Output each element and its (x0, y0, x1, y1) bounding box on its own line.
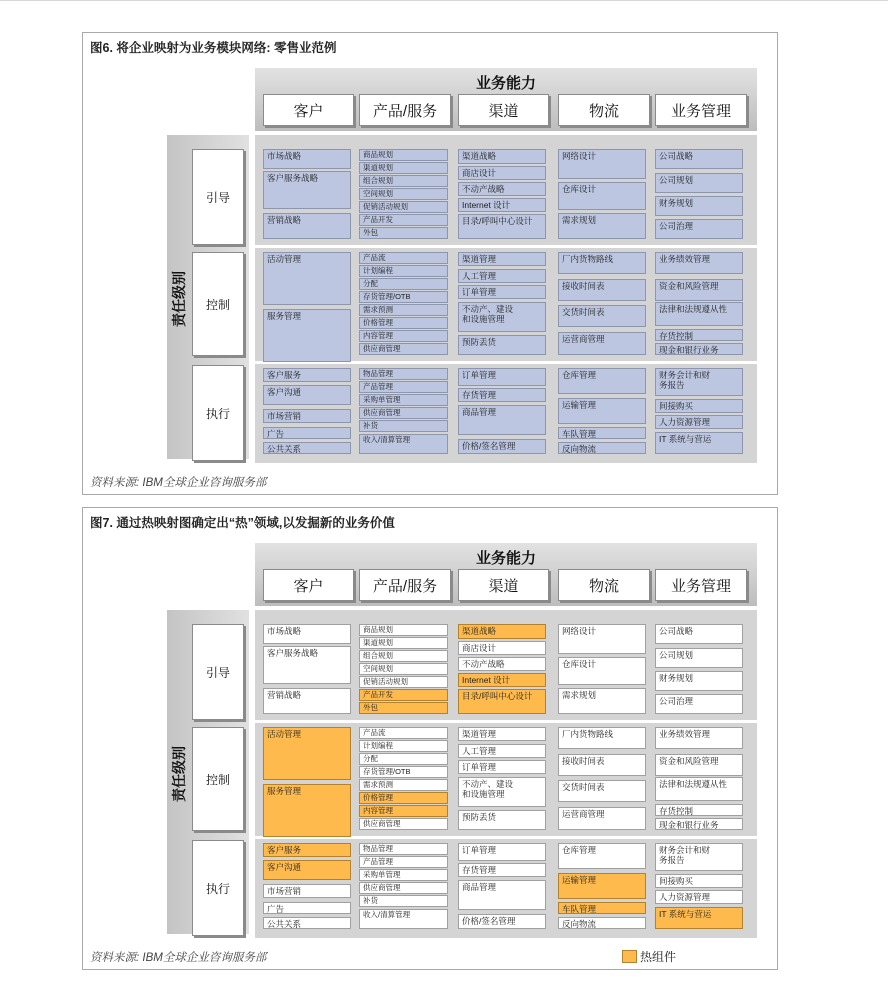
capability-cell: 产品流 (359, 727, 448, 739)
capability-cell: 存货管理 (458, 863, 546, 877)
capability-cell: 运营商管理 (558, 807, 646, 830)
level-control: 控制 (192, 252, 244, 356)
capability-cell: 空间规划 (359, 663, 448, 675)
capability-cell: 采购单管理 (359, 869, 448, 881)
capability-cell: 存货控制 (655, 804, 743, 816)
capability-cell: 商品管理 (458, 405, 546, 435)
capability-cell-hot: 目录/呼叫中心设计 (458, 689, 546, 714)
level-guide: 引导 (192, 149, 244, 245)
capability-cell: 法律和法规遵从性 (655, 777, 743, 801)
capability-cell: 公共关系 (263, 442, 351, 454)
capability-cell: 资金和风险管理 (655, 279, 743, 301)
page-top-rule (0, 0, 888, 1)
capability-cell: 价格管理 (359, 317, 448, 329)
capability-cell: 厂内货物路线 (558, 727, 646, 749)
capability-cell: 间接购买 (655, 874, 743, 888)
capability-cell: 客户服务战略 (263, 646, 351, 684)
capability-cell: 人力资源管理 (655, 890, 743, 904)
capability-cell: 法律和法规遵从性 (655, 302, 743, 326)
capability-cell: 渠道规划 (359, 637, 448, 649)
capability-cell: 现金和银行业务 (655, 343, 743, 355)
capability-cell: 渠道管理 (458, 252, 546, 266)
capability-cell: 财务会计和财 务报告 (655, 368, 743, 396)
capability-cell: 需求预测 (359, 779, 448, 791)
capability-cell: 不动产、建设 和设施管理 (458, 302, 546, 332)
figure-6 (82, 32, 778, 495)
hot-component-legend-swatch (622, 950, 637, 963)
column-header-customer: 客户 (263, 94, 354, 126)
capability-cell: 收入/清算管理 (359, 434, 448, 454)
capability-cell: 补货 (359, 420, 448, 432)
capability-cell: 组合规划 (359, 650, 448, 662)
capability-cell: 业务绩效管理 (655, 252, 743, 274)
capability-cell: 营销战略 (263, 688, 351, 714)
capability-cell-hot: 活动管理 (263, 727, 351, 780)
source-note: 资料来源: IBM全球企业咨询服务部 (90, 952, 267, 964)
capability-cell: 价格/签名管理 (458, 914, 546, 929)
capability-cell: 市场战略 (263, 149, 351, 169)
capability-cell: 市场营销 (263, 884, 351, 898)
capability-cell: 市场战略 (263, 624, 351, 644)
column-header-business-management: 业务管理 (655, 94, 747, 126)
source-note: 资料来源: IBM全球企业咨询服务部 (90, 477, 267, 489)
capability-cell: 公共关系 (263, 917, 351, 929)
capability-cell: 采购单管理 (359, 394, 448, 406)
figure-title: 图7. 通过热映射图确定出“热”领域,以发掘新的业务价值 (90, 516, 395, 530)
capability-cell: 商店设计 (458, 166, 546, 180)
capability-cell: 营销战略 (263, 213, 351, 239)
capability-cell: 交货时间表 (558, 305, 646, 327)
capability-cell: 预防丢货 (458, 335, 546, 355)
capability-cell: 不动产、建设 和设施管理 (458, 777, 546, 807)
capability-cell: 组合规划 (359, 175, 448, 187)
capability-cell: 分配 (359, 753, 448, 765)
capability-cell-hot: 产品开发 (359, 689, 448, 701)
capability-cell: 产品管理 (359, 381, 448, 393)
capability-cell: 产品开发 (359, 214, 448, 226)
capability-cell: 业务绩效管理 (655, 727, 743, 749)
capability-cell: 财务规划 (655, 196, 743, 216)
level-guide: 引导 (192, 624, 244, 720)
capability-cell: 预防丢货 (458, 810, 546, 830)
capability-cell: 供应商管理 (359, 343, 448, 355)
responsibility-level-label: 责任级别 (171, 271, 187, 327)
figure-title: 图6. 将企业映射为业务模块网络: 零售业范例 (90, 41, 337, 55)
capability-cell: 广告 (263, 902, 351, 914)
capability-cell-hot: Internet 设计 (458, 673, 546, 687)
capability-cell: 存货控制 (655, 329, 743, 341)
column-header-channel: 渠道 (458, 94, 549, 126)
capability-cell-hot: 客户沟通 (263, 860, 351, 880)
capability-cell: 需求预测 (359, 304, 448, 316)
capability-cell: 补货 (359, 895, 448, 907)
capability-cell: IT 系统与营运 (655, 432, 743, 454)
capability-cell: 物品管理 (359, 368, 448, 380)
level-control: 控制 (192, 727, 244, 831)
capability-cell-hot: 客户服务 (263, 843, 351, 857)
capability-cell: 公司规划 (655, 173, 743, 193)
capability-cell: 市场营销 (263, 409, 351, 423)
capability-cell-hot: 运输管理 (558, 873, 646, 899)
capability-cell: 产品管理 (359, 856, 448, 868)
capability-cell: 公司战略 (655, 624, 743, 644)
capability-cell: 促销活动规划 (359, 201, 448, 213)
responsibility-level-label: 责任级别 (171, 746, 187, 802)
capability-cell: 仓库管理 (558, 368, 646, 394)
capability-cell: 商品规划 (359, 624, 448, 636)
level-execute: 执行 (192, 840, 244, 936)
capability-cell: 计划编程 (359, 740, 448, 752)
capability-cell: Internet 设计 (458, 198, 546, 212)
capability-cell: 公司治理 (655, 694, 743, 714)
capability-cell: 存货管理 (458, 388, 546, 402)
capability-cell: 车队管理 (558, 427, 646, 439)
capability-cell: 财务会计和财 务报告 (655, 843, 743, 871)
capability-cell: 厂内货物路线 (558, 252, 646, 274)
capability-cell: 商品规划 (359, 149, 448, 161)
capability-cell: 仓库设计 (558, 182, 646, 210)
capability-cell-hot: 价格管理 (359, 792, 448, 804)
capability-cell: 促销活动规划 (359, 676, 448, 688)
capability-cell: 价格/签名管理 (458, 439, 546, 454)
capability-cell: 反向物流 (558, 442, 646, 454)
capability-cell: 网络设计 (558, 149, 646, 179)
capability-cell: 反向物流 (558, 917, 646, 929)
capability-cell-hot: 外包 (359, 702, 448, 714)
capability-cell: 公司治理 (655, 219, 743, 239)
capability-cell: 客户沟通 (263, 385, 351, 405)
capability-cell: 需求规划 (558, 213, 646, 239)
capability-cell: 商品管理 (458, 880, 546, 910)
capability-cell: 渠道战略 (458, 149, 546, 164)
capability-cell: 外包 (359, 227, 448, 239)
capability-cell: 运输管理 (558, 398, 646, 424)
level-execute: 执行 (192, 365, 244, 461)
capability-cell: 客户服务 (263, 368, 351, 382)
column-header-product-service: 产品/服务 (359, 569, 451, 601)
capability-cell: 财务规划 (655, 671, 743, 691)
capability-cell: 活动管理 (263, 252, 351, 305)
capability-cell: 空间规划 (359, 188, 448, 200)
capability-cell: 存货管理/OTB (359, 766, 448, 778)
capability-cell: 物品管理 (359, 843, 448, 855)
column-header-product-service: 产品/服务 (359, 94, 451, 126)
capability-cell: 服务管理 (263, 309, 351, 362)
capability-cell: 运营商管理 (558, 332, 646, 355)
capability-cell: 交货时间表 (558, 780, 646, 802)
capability-cell: 不动产战略 (458, 657, 546, 671)
capability-cell: 内容管理 (359, 330, 448, 342)
figure-7 (82, 507, 778, 970)
capability-cell: 仓库管理 (558, 843, 646, 869)
hot-component-legend-label: 热组件 (640, 950, 677, 964)
column-header-channel: 渠道 (458, 569, 549, 601)
column-header-logistics: 物流 (558, 569, 650, 601)
capability-cell: 供应商管理 (359, 882, 448, 894)
capability-cell: 网络设计 (558, 624, 646, 654)
capability-title: 业务能力 (475, 75, 536, 92)
capability-cell: 客户服务战略 (263, 171, 351, 209)
capability-cell: 人力资源管理 (655, 415, 743, 429)
capability-cell: 不动产战略 (458, 182, 546, 196)
capability-cell: 需求规划 (558, 688, 646, 714)
capability-cell: 订单管理 (458, 368, 546, 386)
capability-cell-hot: IT 系统与营运 (655, 907, 743, 929)
capability-cell: 广告 (263, 427, 351, 439)
capability-cell: 收入/清算管理 (359, 909, 448, 929)
capability-cell: 人工管理 (458, 744, 546, 758)
capability-cell: 公司战略 (655, 149, 743, 169)
capability-cell: 渠道规划 (359, 162, 448, 174)
column-header-customer: 客户 (263, 569, 354, 601)
capability-cell: 人工管理 (458, 269, 546, 283)
capability-cell: 资金和风险管理 (655, 754, 743, 776)
capability-cell: 商店设计 (458, 641, 546, 655)
capability-cell: 目录/呼叫中心设计 (458, 214, 546, 239)
capability-cell: 产品流 (359, 252, 448, 264)
capability-cell-hot: 内容管理 (359, 805, 448, 817)
capability-cell: 分配 (359, 278, 448, 290)
capability-cell: 订单管理 (458, 285, 546, 299)
capability-cell-hot: 渠道战略 (458, 624, 546, 639)
capability-cell: 渠道管理 (458, 727, 546, 741)
capability-cell: 仓库设计 (558, 657, 646, 685)
capability-cell: 计划编程 (359, 265, 448, 277)
column-header-logistics: 物流 (558, 94, 650, 126)
capability-cell: 接收时间表 (558, 754, 646, 776)
capability-cell-hot: 车队管理 (558, 902, 646, 914)
capability-cell: 供应商管理 (359, 407, 448, 419)
capability-cell: 订单管理 (458, 760, 546, 774)
capability-cell-hot: 服务管理 (263, 784, 351, 837)
capability-cell: 接收时间表 (558, 279, 646, 301)
capability-cell: 订单管理 (458, 843, 546, 861)
capability-cell: 间接购买 (655, 399, 743, 413)
capability-cell: 现金和银行业务 (655, 818, 743, 830)
capability-cell: 存货管理/OTB (359, 291, 448, 303)
column-header-business-management: 业务管理 (655, 569, 747, 601)
capability-cell: 公司规划 (655, 648, 743, 668)
capability-title: 业务能力 (475, 550, 536, 567)
capability-cell: 供应商管理 (359, 818, 448, 830)
